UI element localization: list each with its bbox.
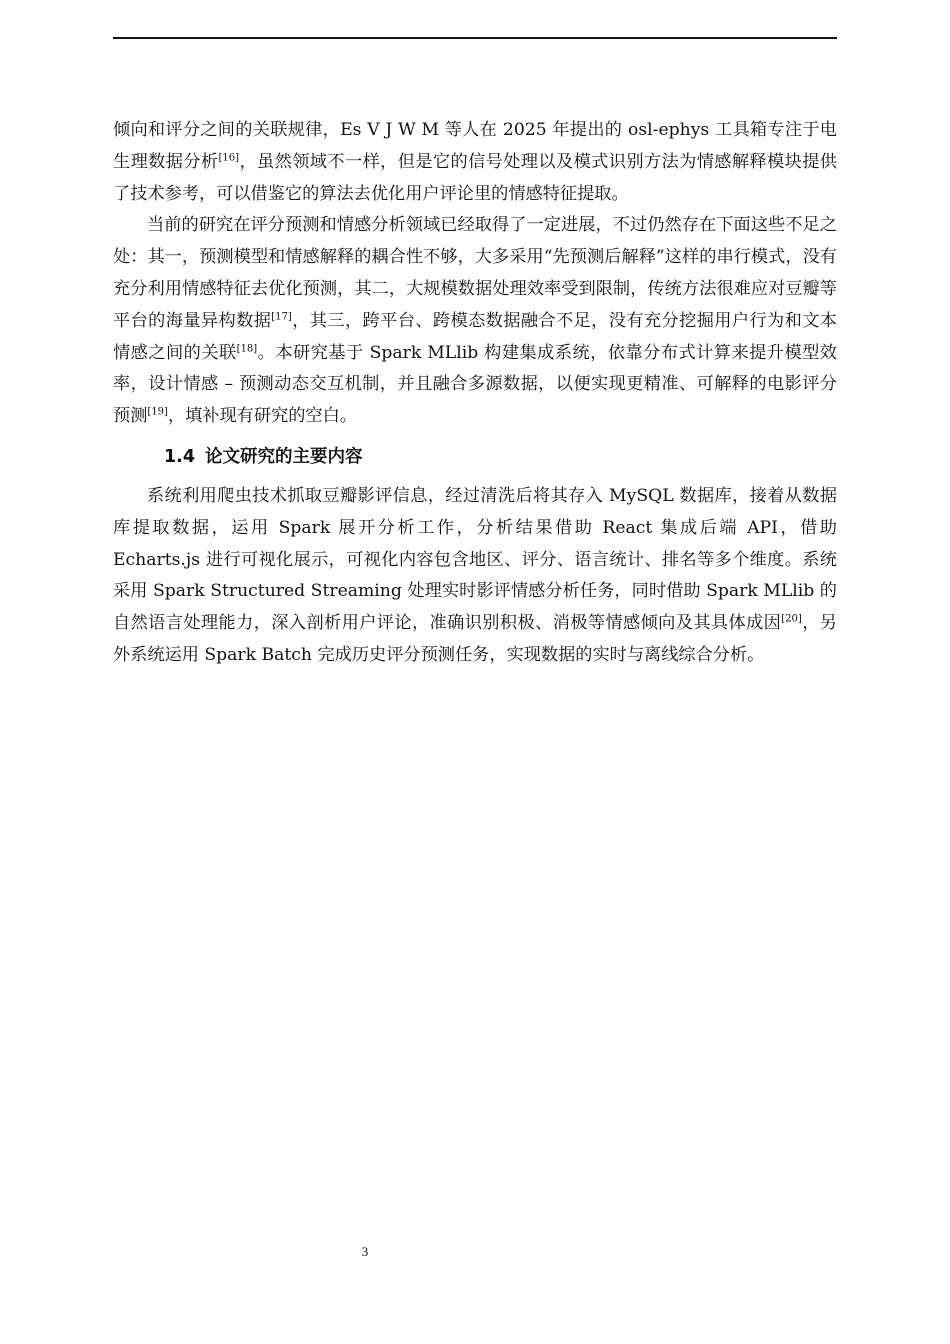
paragraph-text: ，虽然领域不一样，但是它的信号处理以及模式识别方法为情感解释模块提供了技术参考，可以借鉴它的算法去优化用户评论里的情感特征提取。 — [113, 151, 837, 204]
paragraph-1 — [113, 115, 837, 210]
page-body — [113, 115, 837, 672]
page-number: 3 — [361, 1244, 369, 1259]
paragraph-text: 系统利用爬虫技术抓取豆瓣影评信息，经过清洗后将其存入 MySQL 数据库，接着从数据库提取数据，运用 Spark 展开分析工作，分析结果借助 React 集成后端 API，借助 Echarts.js 进行可视化展示，可视化内容包含地区、评分、语言统计、排名等多个维度。系统采用 Spark Structured Streaming 处理实时影评情感分析任务，同时借助 Spark MLlib 的自然语言处理能力，深入剖析用户评论，准确识别积极、消极等情感倾向及其具体成因 — [113, 485, 837, 634]
section-title: 论文研究的主要内容 — [205, 446, 363, 467]
paragraph-2 — [113, 210, 837, 433]
citation-18: [18] — [236, 342, 258, 354]
paragraph-text: ，另外系统运用 Spark Batch 完成历史评分预测任务，实现数据的实时与离线综合分析。 — [113, 613, 837, 665]
citation-17: [17] — [271, 311, 292, 323]
section-number: 1.4 — [164, 446, 196, 467]
citation-20: [20] — [781, 613, 802, 625]
citation-16: [16] — [218, 152, 240, 164]
paragraph-text: 倾向和评分之间的关联规律，Es V J W M 等人在 2025 年提出的 osl-ephys 工具箱专注于电生理数据分析 — [113, 120, 837, 172]
header-rule — [113, 37, 837, 39]
paragraph-3 — [113, 481, 837, 672]
paragraph-text: ，其三，跨平台、跨模态数据融合不足，没有充分挖掘用户行为和文本情感之间的关联 — [113, 310, 837, 363]
paragraph-text: 当前的研究在评分预测和情感分析领域已经取得了一定进展，不过仍然存在下面这些不足之处：其一，预测模型和情感解释的耦合性不够，大多采用“先预测后解释”这样的串行模式，没有充分利用情感特征去优化预测，其二，大规模数据处理效率受到限制，传统方法很难应对豆瓣等平台的海量异构数据 — [113, 215, 837, 331]
paragraph-text: ，填补现有研究的空白。 — [167, 406, 357, 427]
citation-19: [19] — [147, 406, 168, 418]
section-heading — [113, 441, 837, 473]
paragraph-text: 。本研究基于 Spark MLlib 构建集成系统，依靠分布式计算来提升模型效率，设计情感 – 预测动态交互机制，并且融合多源数据，以便实现更精准、可解释的电影评分预测 — [113, 342, 837, 427]
